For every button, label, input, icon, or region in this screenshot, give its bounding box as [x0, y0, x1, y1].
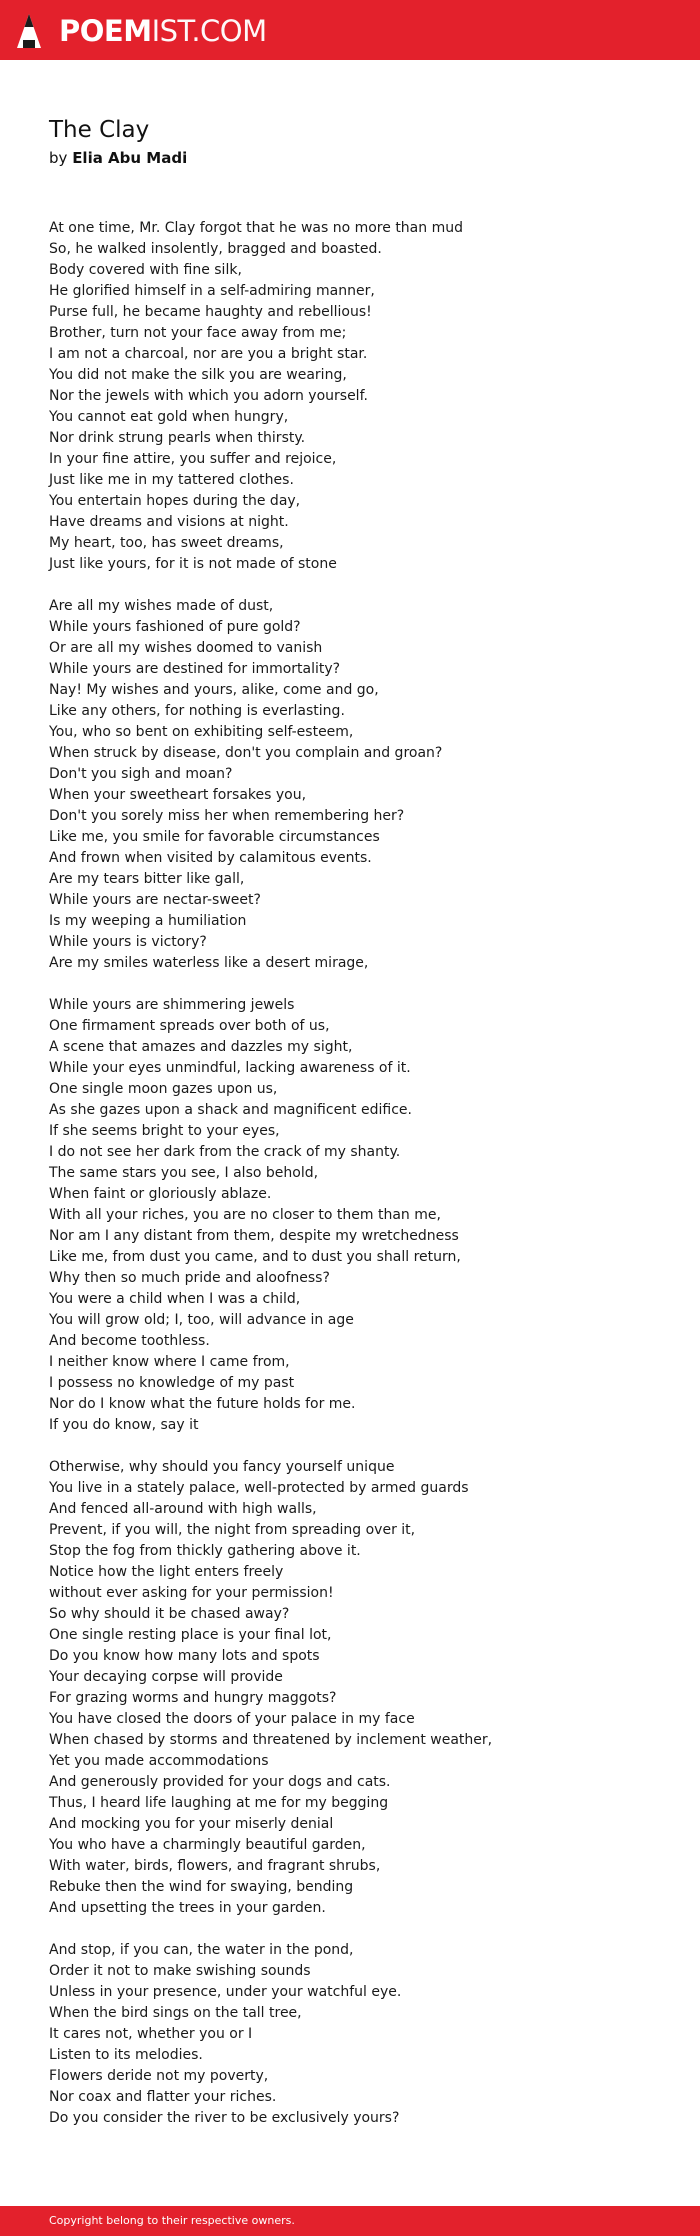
- poem-line: With water, birds, flowers, and fragrant shrubs,: [49, 1858, 381, 1874]
- poem-line: The same stars you see, I also behold,: [49, 1165, 319, 1181]
- poem-line: Do you know how many lots and spots: [49, 1648, 320, 1664]
- poem-line: It cares not, whether you or I: [49, 2026, 253, 2042]
- poem-line: You have closed the doors of your palace in my face: [49, 1711, 415, 1727]
- poem-line: Yet you made accommodations: [49, 1753, 269, 1769]
- poem-line: While yours is victory?: [49, 934, 207, 950]
- poem-line: As she gazes upon a shack and magnificent edifice.: [49, 1102, 412, 1118]
- poem-line: I do not see her dark from the crack of my shanty.: [49, 1144, 401, 1160]
- poem-line: You will grow old; I, too, will advance in age: [49, 1312, 354, 1328]
- pencil-icon: [16, 13, 42, 49]
- poem-stanza: [49, 218, 669, 575]
- poem-line: So, he walked insolently, bragged and boasted.: [49, 241, 382, 257]
- poem-line: I possess no knowledge of my past: [49, 1375, 295, 1391]
- poem-line: without ever asking for your permission!: [49, 1585, 334, 1601]
- poem-line: Nor do I know what the future holds for me.: [49, 1396, 356, 1412]
- poem-line: My heart, too, has sweet dreams,: [49, 535, 284, 551]
- poem-stanza: [49, 1457, 669, 1919]
- poem-line: Just like me in my tattered clothes.: [49, 472, 294, 488]
- poem-line: A scene that amazes and dazzles my sight,: [49, 1039, 353, 1055]
- poem-line: While your eyes unmindful, lacking awareness of it.: [49, 1060, 411, 1076]
- site-footer: [0, 2206, 700, 2236]
- poem-line: Your decaying corpse will provide: [49, 1669, 283, 1685]
- poem-line: For grazing worms and hungry maggots?: [49, 1690, 337, 1706]
- poem-line: So why should it be chased away?: [49, 1606, 290, 1622]
- poem-line: Do you consider the river to be exclusively yours?: [49, 2110, 400, 2126]
- poem-stanza: [49, 995, 669, 1436]
- poem-line: Brother, turn not your face away from me;: [49, 325, 347, 341]
- byline-prefix: by: [49, 149, 68, 167]
- poem-line: Unless in your presence, under your watchful eye.: [49, 1984, 402, 2000]
- poem-line: You entertain hopes during the day,: [49, 493, 301, 509]
- poem-line: Don't you sorely miss her when remembering her?: [49, 808, 405, 824]
- poem-line: Nor am I any distant from them, despite my wretchedness: [49, 1228, 459, 1244]
- logo-text: [59, 13, 267, 49]
- poem-line: In your fine attire, you suffer and rejoice,: [49, 451, 337, 467]
- copyright-text: Copyright belong to their respective owners.: [49, 2214, 295, 2227]
- poem-line: Or are all my wishes doomed to vanish: [49, 640, 323, 656]
- poem-line: When chased by storms and threatened by inclement weather,: [49, 1732, 493, 1748]
- poem-line: I neither know where I came from,: [49, 1354, 290, 1370]
- poem-line: Otherwise, why should you fancy yourself unique: [49, 1459, 395, 1475]
- poem-line: Order it not to make swishing sounds: [49, 1963, 311, 1979]
- poem-line: One single resting place is your final lot,: [49, 1627, 332, 1643]
- poem-line: Prevent, if you will, the night from spreading over it,: [49, 1522, 416, 1538]
- poem-line: Like any others, for nothing is everlasting.: [49, 703, 345, 719]
- poem-line: Nor the jewels with which you adorn yourself.: [49, 388, 368, 404]
- poem-line: You live in a stately palace, well-protected by armed guards: [49, 1480, 469, 1496]
- site-header: [0, 0, 700, 60]
- poem-line: And generously provided for your dogs and cats.: [49, 1774, 391, 1790]
- poem-line: I am not a charcoal, nor are you a bright star.: [49, 346, 368, 362]
- poem-line: If you do know, say it: [49, 1417, 199, 1433]
- poem-line: And stop, if you can, the water in the pond,: [49, 1942, 354, 1958]
- poem-line: You, who so bent on exhibiting self-esteem,: [49, 724, 354, 740]
- poem-line: While yours are shimmering jewels: [49, 997, 295, 1013]
- poem-line: Why then so much pride and aloofness?: [49, 1270, 330, 1286]
- poem-line: One firmament spreads over both of us,: [49, 1018, 330, 1034]
- poem-line: You did not make the silk you are wearing,: [49, 367, 347, 383]
- poem-line: When faint or gloriously ablaze.: [49, 1186, 272, 1202]
- poem-line: Nor coax and flatter your riches.: [49, 2089, 277, 2105]
- poem-body: [49, 218, 669, 2150]
- poem-line: With all your riches, you are no closer to them than me,: [49, 1207, 441, 1223]
- poem-line: If she seems bright to your eyes,: [49, 1123, 280, 1139]
- poem-line: And frown when visited by calamitous events.: [49, 850, 372, 866]
- poem-line: And mocking you for your miserly denial: [49, 1816, 334, 1832]
- byline: [49, 147, 187, 169]
- logo-text-bold: POEM: [59, 14, 152, 48]
- poem-stanza: [49, 596, 669, 974]
- poem-line: And fenced all-around with high walls,: [49, 1501, 317, 1517]
- poem-line: Flowers deride not my poverty,: [49, 2068, 269, 2084]
- poem-line: You cannot eat gold when hungry,: [49, 409, 289, 425]
- poem-line: Are my tears bitter like gall,: [49, 871, 245, 887]
- poem-title: The Clay: [49, 117, 150, 143]
- poem-line: When the bird sings on the tall tree,: [49, 2005, 302, 2021]
- poem-line: Notice how the light enters freely: [49, 1564, 284, 1580]
- poem-line: Don't you sigh and moan?: [49, 766, 233, 782]
- poem-line: And become toothless.: [49, 1333, 210, 1349]
- poem-line: Rebuke then the wind for swaying, bending: [49, 1879, 354, 1895]
- poem-line: You who have a charmingly beautiful garden,: [49, 1837, 366, 1853]
- poem-line: You were a child when I was a child,: [49, 1291, 301, 1307]
- poem-line: Listen to its melodies.: [49, 2047, 203, 2063]
- poem-line: While yours are nectar-sweet?: [49, 892, 261, 908]
- poem-line: He glorified himself in a self-admiring manner,: [49, 283, 375, 299]
- poem-line: Thus, I heard life laughing at me for my begging: [49, 1795, 389, 1811]
- site-logo-link[interactable]: [16, 13, 267, 49]
- poem-line: Are my smiles waterless like a desert mirage,: [49, 955, 369, 971]
- poem-line: Nay! My wishes and yours, alike, come and go,: [49, 682, 379, 698]
- poem-line: Have dreams and visions at night.: [49, 514, 289, 530]
- poem-line: When your sweetheart forsakes you,: [49, 787, 307, 803]
- poem-line: At one time, Mr. Clay forgot that he was no more than mud: [49, 220, 463, 236]
- logo-text-light: IST.COM: [151, 14, 267, 48]
- poem-line: When struck by disease, don't you complain and groan?: [49, 745, 443, 761]
- poem-line: Body covered with fine silk,: [49, 262, 242, 278]
- poem-line: Purse full, he became haughty and rebellious!: [49, 304, 372, 320]
- poem-line: Stop the fog from thickly gathering above it.: [49, 1543, 361, 1559]
- poem-line: Nor drink strung pearls when thirsty.: [49, 430, 306, 446]
- poem-line: And upsetting the trees in your garden.: [49, 1900, 326, 1916]
- poem-author: Elia Abu Madi: [72, 149, 188, 167]
- poem-line: One single moon gazes upon us,: [49, 1081, 278, 1097]
- poem-line: While yours fashioned of pure gold?: [49, 619, 301, 635]
- poem-line: While yours are destined for immortality?: [49, 661, 341, 677]
- poem-stanza: [49, 1940, 669, 2129]
- poem-line: Just like yours, for it is not made of stone: [49, 556, 337, 572]
- poem-line: Like me, you smile for favorable circumstances: [49, 829, 380, 845]
- poem-line: Are all my wishes made of dust,: [49, 598, 274, 614]
- poem-line: Like me, from dust you came, and to dust you shall return,: [49, 1249, 461, 1265]
- poem-line: Is my weeping a humiliation: [49, 913, 247, 929]
